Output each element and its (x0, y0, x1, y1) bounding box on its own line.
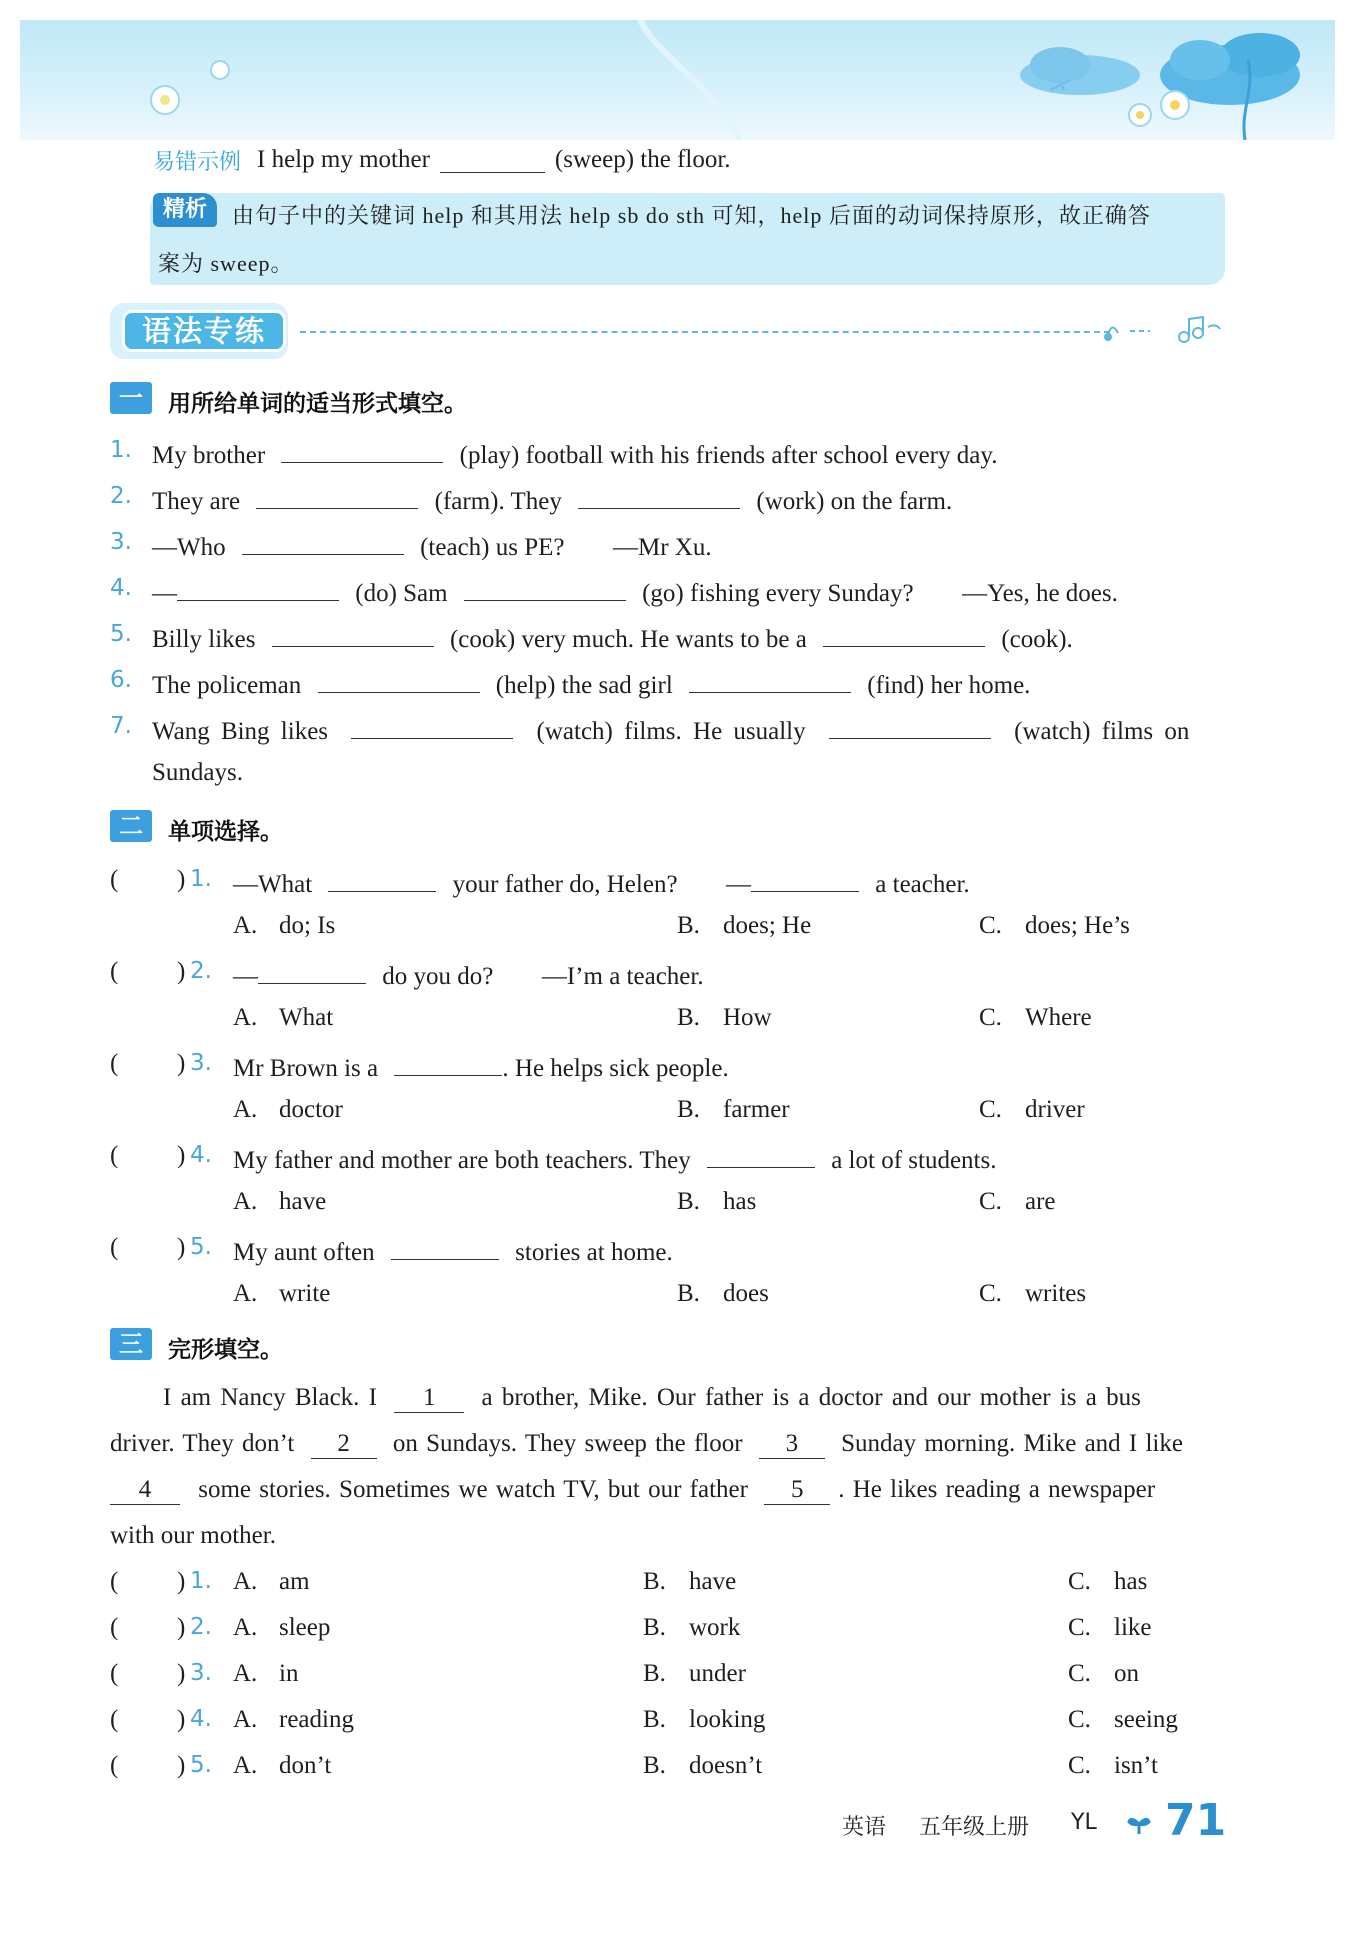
question-text: (play) football with his friends after school every day. (459, 442, 998, 469)
page-number: 71 (1165, 1795, 1227, 1846)
question-number: 5. (190, 1234, 212, 1260)
question-number: 3. (190, 1660, 212, 1686)
option-text: like (1114, 1614, 1152, 1641)
question-text: stories at home. (515, 1239, 673, 1266)
cloze-blank[interactable]: 2 (311, 1430, 377, 1459)
option-text: under (689, 1660, 746, 1687)
option-a[interactable] (233, 912, 335, 940)
option-letter: A. (233, 1568, 258, 1595)
question-text: My father and mother are both teachers. They (233, 1147, 691, 1174)
answer-blank[interactable] (689, 667, 851, 693)
music-note-icon (1100, 313, 1230, 349)
answer-paren-close: ) (177, 1660, 186, 1687)
option-text: don’t (279, 1752, 332, 1779)
option-text: work (689, 1614, 741, 1641)
passage-text: on Sundays. They sweep the floor (392, 1430, 743, 1457)
choice-question-5 (233, 1234, 673, 1267)
question-text: My aunt often (233, 1239, 375, 1266)
footer-subject: 英语 (842, 1815, 887, 1840)
option-c[interactable] (1068, 1752, 1158, 1780)
option-a[interactable] (233, 1706, 354, 1734)
option-letter: C. (979, 1096, 1002, 1123)
answer-paren-open[interactable]: ( (110, 1752, 119, 1779)
answer-paren-close: ) (177, 1752, 186, 1779)
question-text: Wang Bing likes (152, 718, 329, 745)
question-number: 4. (110, 575, 132, 601)
answer-blank[interactable] (318, 667, 480, 693)
question-text: Mr Brown is a (233, 1055, 379, 1082)
answer-blank[interactable] (829, 713, 991, 739)
answer-blank[interactable] (328, 866, 436, 892)
option-letter: C. (979, 1280, 1002, 1307)
option-letter: C. (1068, 1568, 1091, 1595)
option-text: What (279, 1004, 334, 1031)
question-text: do you do? (382, 963, 494, 990)
question-text: (help) the sad girl (495, 672, 673, 699)
option-text: driver (1025, 1096, 1085, 1123)
answer-blank[interactable] (242, 529, 404, 555)
option-text: have (279, 1188, 327, 1215)
question-number: 5. (190, 1752, 212, 1778)
option-a[interactable] (233, 1752, 331, 1780)
question-text: — (726, 871, 752, 898)
question-text: —Mr Xu. (613, 534, 712, 561)
answer-blank[interactable] (256, 483, 418, 509)
option-letter: C. (979, 1188, 1002, 1215)
option-letter: C. (979, 1004, 1002, 1031)
question-number: 3. (110, 529, 132, 555)
fill-question-1 (152, 437, 997, 470)
option-b[interactable] (677, 1188, 756, 1216)
option-c[interactable] (1068, 1660, 1139, 1688)
option-letter: A. (233, 1660, 258, 1687)
option-text: reading (279, 1706, 354, 1733)
footer-edition: YL (1071, 1810, 1097, 1835)
question-text: (farm). They (434, 488, 562, 515)
cloze-passage-line (110, 1476, 1155, 1505)
option-c[interactable] (979, 1004, 1092, 1032)
question-text: —Who (152, 534, 226, 561)
passage-text: some stories. Sometimes we watch TV, but our father (198, 1476, 748, 1503)
option-text: looking (689, 1706, 766, 1733)
error-example-tag: 易错示例 (153, 149, 242, 175)
option-text: doesn’t (689, 1752, 763, 1779)
question-text: (cook) very much. He wants to be a (449, 626, 807, 653)
answer-blank[interactable] (394, 1050, 502, 1076)
option-text: doctor (279, 1096, 343, 1123)
option-text: does; He (723, 912, 812, 939)
error-example (153, 143, 731, 177)
passage-text: with our mother. (110, 1522, 276, 1549)
option-letter: A. (233, 1004, 258, 1031)
option-c[interactable] (1068, 1614, 1152, 1642)
option-letter: B. (643, 1660, 666, 1687)
question-text: a lot of students. (831, 1147, 997, 1174)
answer-paren-open[interactable]: ( (110, 1050, 119, 1077)
choice-question-3 (233, 1050, 729, 1083)
option-letter: C. (1068, 1660, 1091, 1687)
option-letter: A. (233, 1752, 258, 1779)
question-text: (watch) films on (1014, 718, 1190, 745)
option-letter: A. (233, 1280, 258, 1307)
passage-text: Sunday morning. Mike and I like (841, 1430, 1183, 1457)
option-c[interactable] (979, 912, 1130, 940)
passage-text: . He likes reading a newspaper (838, 1476, 1156, 1503)
passage-text: driver. They don’t (110, 1430, 295, 1457)
option-c[interactable] (1068, 1568, 1147, 1596)
question-text: The policeman (152, 672, 302, 699)
option-letter: B. (677, 1188, 700, 1215)
answer-paren-open[interactable]: ( (110, 1660, 119, 1687)
cloze-blank[interactable]: 5 (764, 1476, 830, 1505)
option-text: seeing (1114, 1706, 1178, 1733)
answer-blank[interactable] (351, 713, 513, 739)
question-number: 5. (110, 621, 132, 647)
option-b[interactable] (677, 1096, 790, 1124)
option-c[interactable] (979, 1188, 1056, 1216)
cloze-passage-line (110, 1430, 1183, 1459)
answer-blank[interactable] (823, 621, 985, 647)
fill-question-2 (152, 483, 952, 516)
answer-paren-close: ) (177, 1614, 186, 1641)
option-text: write (279, 1280, 331, 1307)
footer-grade: 五年级上册 (919, 1815, 1030, 1840)
option-letter: B. (677, 1096, 700, 1123)
answer-paren-open[interactable]: ( (110, 866, 119, 893)
part2-title: 单项选择。 (168, 819, 283, 845)
option-b[interactable] (643, 1568, 736, 1596)
question-text: (go) fishing every Sunday? (642, 580, 914, 607)
header-decoration (20, 20, 1335, 140)
option-c[interactable] (1068, 1706, 1178, 1734)
answer-blank[interactable] (707, 1142, 815, 1168)
option-letter: B. (677, 1280, 700, 1307)
answer-paren-open[interactable]: ( (110, 1614, 119, 1641)
question-text: —What (233, 871, 313, 898)
question-text: (do) Sam (355, 580, 448, 607)
question-number: 6. (110, 667, 132, 693)
question-text: — (152, 580, 177, 607)
option-text: writes (1025, 1280, 1087, 1307)
answer-paren-close: ) (177, 958, 186, 985)
option-text: farmer (723, 1096, 790, 1123)
analysis-text-line2: 案为 sweep。 (158, 251, 294, 276)
option-b[interactable] (677, 1280, 769, 1308)
example-text-before: I help my mother (257, 146, 430, 173)
clouds-and-flowers-illustration (20, 20, 1335, 140)
option-text: sleep (279, 1614, 331, 1641)
question-number: 4. (190, 1142, 212, 1168)
option-text: How (723, 1004, 772, 1031)
question-text: —I’m a teacher. (541, 963, 704, 990)
choice-question-1 (233, 866, 970, 899)
section-title: 语法专练 (122, 310, 286, 352)
option-text: am (279, 1568, 310, 1595)
part3-number: 三 (110, 1328, 152, 1360)
answer-paren-close: ) (177, 1234, 186, 1261)
answer-paren-open[interactable]: ( (110, 1568, 119, 1595)
part2-number: 二 (110, 810, 152, 842)
option-a[interactable] (233, 1568, 310, 1596)
answer-paren-open[interactable]: ( (110, 1142, 119, 1169)
question-number: 1. (110, 437, 132, 463)
option-b[interactable] (677, 912, 811, 940)
question-text: They are (152, 488, 241, 515)
answer-paren-close: ) (177, 1568, 186, 1595)
option-a[interactable] (233, 1614, 330, 1642)
fill-question-7 (152, 713, 1189, 746)
answer-blank[interactable] (751, 866, 859, 892)
question-text: (teach) us PE? (420, 534, 565, 561)
question-text: Sundays. (152, 759, 243, 786)
question-number: 2. (190, 958, 212, 984)
question-text: (watch) films. He usually (536, 718, 806, 745)
analysis-tag: 精析 (153, 193, 217, 227)
option-text: isn’t (1114, 1752, 1158, 1779)
cloze-blank[interactable]: 3 (759, 1430, 825, 1459)
option-a[interactable] (233, 1188, 326, 1216)
part3-title: 完形填空。 (168, 1337, 283, 1363)
question-text: . He helps sick people. (502, 1055, 729, 1082)
passage-text: a brother, Mike. Our father is a doctor and our mother is a bus (481, 1384, 1141, 1411)
option-c[interactable] (979, 1280, 1086, 1308)
cloze-passage-line (163, 1384, 1141, 1413)
leaf-icon (1127, 1814, 1151, 1836)
option-b[interactable] (643, 1660, 746, 1688)
cloze-blank[interactable]: 4 (110, 1476, 180, 1505)
answer-blank[interactable] (272, 621, 434, 647)
question-text: My brother (152, 442, 266, 469)
option-letter: B. (643, 1614, 666, 1641)
option-letter: B. (677, 1004, 700, 1031)
fill-question-6 (152, 667, 1030, 700)
answer-paren-close: ) (177, 866, 186, 893)
option-letter: B. (643, 1568, 666, 1595)
option-text: in (279, 1660, 299, 1687)
option-letter: B. (643, 1706, 666, 1733)
question-text: Billy likes (152, 626, 256, 653)
option-letter: A. (233, 912, 258, 939)
answer-blank[interactable] (464, 575, 626, 601)
passage-text: I am Nancy Black. I (163, 1384, 378, 1411)
answer-blank[interactable] (440, 147, 545, 173)
option-a[interactable] (233, 1660, 298, 1688)
question-text: (find) her home. (867, 672, 1031, 699)
question-number: 7. (110, 713, 132, 739)
answer-blank[interactable] (177, 575, 339, 601)
answer-blank[interactable] (578, 483, 740, 509)
cloze-blank[interactable]: 1 (394, 1384, 464, 1413)
option-text: are (1025, 1188, 1056, 1215)
option-a[interactable] (233, 1280, 330, 1308)
option-text: have (689, 1568, 737, 1595)
answer-paren-open[interactable]: ( (110, 1234, 119, 1261)
answer-paren-close: ) (177, 1142, 186, 1169)
option-text: does (723, 1280, 769, 1307)
option-letter: A. (233, 1096, 258, 1123)
option-letter: A. (233, 1614, 258, 1641)
option-letter: C. (1068, 1752, 1091, 1779)
option-letter: A. (233, 1706, 258, 1733)
part1-title: 用所给单词的适当形式填空。 (168, 391, 467, 417)
option-b[interactable] (643, 1752, 762, 1780)
option-text: has (1114, 1568, 1148, 1595)
option-b[interactable] (643, 1614, 740, 1642)
analysis-text-line1: 由句子中的关键词 help 和其用法 help sb do sth 可知，help 后面的动词保持原形，故正确答 (232, 203, 1151, 228)
example-text-after: (sweep) the floor. (554, 146, 731, 173)
fill-question-3 (152, 529, 712, 562)
fill-question-4 (152, 575, 1118, 608)
option-a[interactable] (233, 1004, 333, 1032)
question-number: 3. (190, 1050, 212, 1076)
answer-paren-close: ) (177, 1050, 186, 1077)
dashed-divider (300, 331, 1110, 333)
answer-blank[interactable] (281, 437, 443, 463)
question-number: 2. (190, 1614, 212, 1640)
option-text: on (1114, 1660, 1139, 1687)
fill-question-5 (152, 621, 1073, 654)
answer-paren-close: ) (177, 1706, 186, 1733)
option-b[interactable] (643, 1706, 765, 1734)
option-text: has (723, 1188, 757, 1215)
option-letter: C. (979, 912, 1002, 939)
question-number: 1. (190, 1568, 212, 1594)
question-number: 1. (190, 866, 212, 892)
option-letter: A. (233, 1188, 258, 1215)
option-c[interactable] (979, 1096, 1085, 1124)
answer-blank[interactable] (391, 1234, 499, 1260)
part1-number: 一 (110, 382, 152, 414)
option-b[interactable] (677, 1004, 772, 1032)
question-text: (work) on the farm. (756, 488, 953, 515)
option-text: Where (1025, 1004, 1092, 1031)
answer-blank[interactable] (258, 958, 366, 984)
question-number: 2. (110, 483, 132, 509)
option-a[interactable] (233, 1096, 343, 1124)
question-text: your father do, Helen? (452, 871, 678, 898)
option-letter: B. (643, 1752, 666, 1779)
question-text: (cook). (1001, 626, 1073, 653)
option-letter: C. (1068, 1706, 1091, 1733)
option-letter: C. (1068, 1614, 1091, 1641)
choice-question-4 (233, 1142, 996, 1175)
question-text: a teacher. (875, 871, 970, 898)
option-text: does; He’s (1025, 912, 1130, 939)
question-number: 4. (190, 1706, 212, 1732)
option-letter: B. (677, 912, 700, 939)
question-text: —Yes, he does. (962, 580, 1118, 607)
choice-question-2 (233, 958, 704, 991)
answer-paren-open[interactable]: ( (110, 1706, 119, 1733)
answer-paren-open[interactable]: ( (110, 958, 119, 985)
option-text: do; Is (279, 912, 336, 939)
question-text: — (233, 963, 258, 990)
